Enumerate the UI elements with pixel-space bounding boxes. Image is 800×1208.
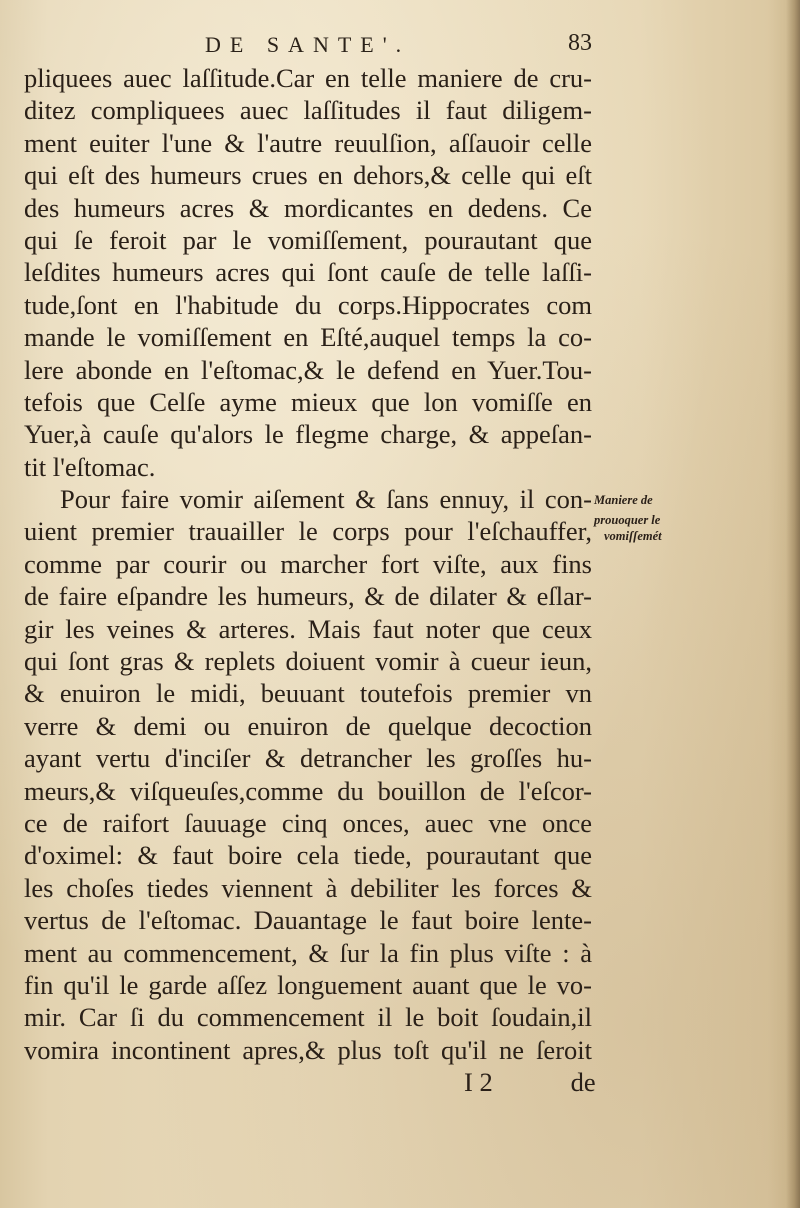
text-line: ce de raifort ſauuage cinq onces, auec vne once: [24, 807, 592, 838]
text-line: ment euiter l'une & l'autre reuulſion, aſſauoir celle: [24, 127, 592, 158]
text-line: verre & demi ou enuiron de quelque decoction: [24, 710, 592, 741]
text-line: les choſes tiedes viennent à debiliter les forces &: [24, 872, 592, 903]
body-text: [24, 62, 596, 1099]
text-line: ditez compliquees auec laſſitudes il faut diligem-: [24, 95, 592, 126]
text-line: mande le vomiſſement en Eſté,auquel temps la co-: [24, 322, 592, 353]
text-line: ment au commencement, & ſur la fin plus viſte : à: [24, 937, 592, 968]
page-header: [0, 30, 800, 60]
marginal-note-line: Maniere de: [594, 493, 653, 507]
text-line: tit l'eſtomac.: [24, 451, 156, 482]
text-line: pliquees auec laſſitude.Car en telle maniere de cru-: [24, 63, 592, 93]
text-line: tefois que Celſe ayme mieux que lon vomiſſe en: [24, 386, 592, 417]
text-line: qui eſt des humeurs crues en dehors,& celle qui eſt: [24, 160, 592, 191]
text-line: d'oximel: & faut boire cela tiede, pourautant que: [24, 840, 592, 871]
text-line: uient premier trauailler le corps pour l'eſchauffer,: [24, 516, 592, 547]
text-line: ayant vertu d'inciſer & detrancher les groſſes hu-: [24, 743, 592, 774]
text-line: gir les veines & arteres. Mais faut noter que ceux: [24, 613, 592, 644]
marginal-note-line: prouoquer le: [594, 513, 661, 527]
text-line: leſdites humeurs acres qui ſont cauſe de telle laſſi-: [24, 257, 592, 288]
text-line: tude,ſont en l'habitude du corps.Hippocrates com: [24, 289, 592, 320]
marginal-note-line: vomiſſemét: [604, 529, 662, 543]
text-line: fin qu'il le garde aſſez longuement auant que le vo-: [24, 969, 592, 1000]
signature-mark: I 2: [464, 1067, 493, 1098]
page-footer: [24, 1066, 596, 1098]
marginal-note: [594, 490, 704, 546]
page-edge-shadow: [786, 0, 800, 1208]
text-line: qui ſont gras & replets doiuent vomir à cueur ieun,: [24, 646, 592, 677]
text-line: & enuiron le midi, beuuant toutefois premier vn: [24, 678, 592, 709]
text-line: meurs,& viſqueuſes,comme du bouillon de l'eſcor-: [24, 775, 592, 806]
text-line: vomira incontinent apres,& plus toſt qu'il ne ſeroit: [24, 1034, 592, 1065]
text-line: vertus de l'eſtomac. Dauantage le faut boire lente-: [24, 905, 592, 936]
text-line: des humeurs acres & mordicantes en dedens. Ce: [24, 192, 592, 223]
text-line: mir. Car ſi du commencement il le boit ſoudain,il: [24, 1002, 592, 1033]
page-number: 83: [568, 30, 592, 56]
text-line: comme par courir ou marcher fort viſte, aux fins: [24, 548, 592, 579]
text-line: qui ſe feroit par le vomiſſement, pourautant que: [24, 224, 592, 255]
running-head: DE SANTE'.: [205, 32, 411, 57]
text-line: de faire eſpandre les humeurs, & de dilater & eſlar-: [24, 581, 592, 612]
catchword: de: [570, 1067, 596, 1098]
paragraph-first-line: Pour faire vomir aiſement & ſans ennuy, il con-: [60, 484, 592, 515]
text-line: lere abonde en l'eſtomac,& le defend en Yuer.Tou-: [24, 354, 592, 385]
text-line: Yuer,à cauſe qu'alors le flegme charge, & appeſan-: [24, 419, 592, 450]
